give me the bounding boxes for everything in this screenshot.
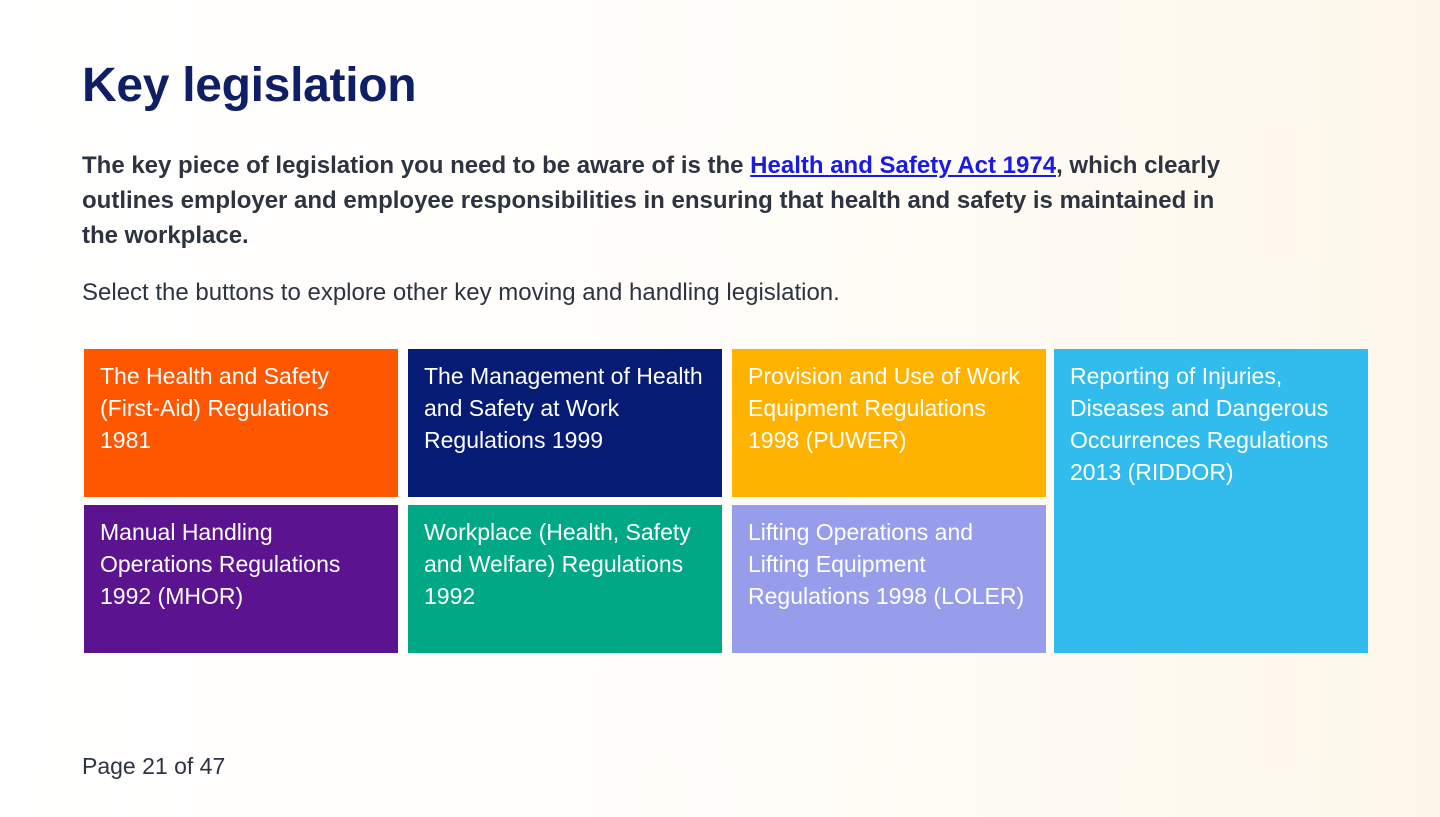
first-aid-regulations-button[interactable]: The Health and Safety (First-Aid) Regulations 1981 <box>84 349 398 497</box>
page-indicator: Page 21 of 47 <box>82 753 226 779</box>
legislation-button-grid <box>84 349 1370 654</box>
mhor-button[interactable]: Manual Handling Operations Regulations 1992 (MHOR) <box>84 505 398 653</box>
intro-text-before: The key piece of legislation you need to be aware of is the <box>82 152 751 179</box>
intro-text-after: , which clearly outlines employer and employee responsibilities in ensuring that health and safety is maintained in the workplace. <box>82 152 1221 249</box>
page-title: Key legislation <box>82 59 417 112</box>
riddor-button[interactable]: Reporting of Injuries, Diseases and Dangerous Occurrences Regulations 2013 (RIDDOR) <box>1054 349 1368 653</box>
management-regulations-button[interactable]: The Management of Health and Safety at Work Regulations 1999 <box>408 349 722 497</box>
puwer-button[interactable]: Provision and Use of Work Equipment Regulations 1998 (PUWER) <box>732 349 1046 497</box>
loler-button[interactable]: Lifting Operations and Lifting Equipment Regulations 1998 (LOLER) <box>732 505 1046 653</box>
intro-paragraph <box>82 148 1242 253</box>
instruction-text: Select the buttons to explore other key moving and handling legislation. <box>82 279 840 306</box>
workplace-regulations-button[interactable]: Workplace (Health, Safety and Welfare) Regulations 1992 <box>408 505 722 653</box>
health-and-safety-act-link[interactable]: Health and Safety Act 1974 <box>750 152 1057 179</box>
